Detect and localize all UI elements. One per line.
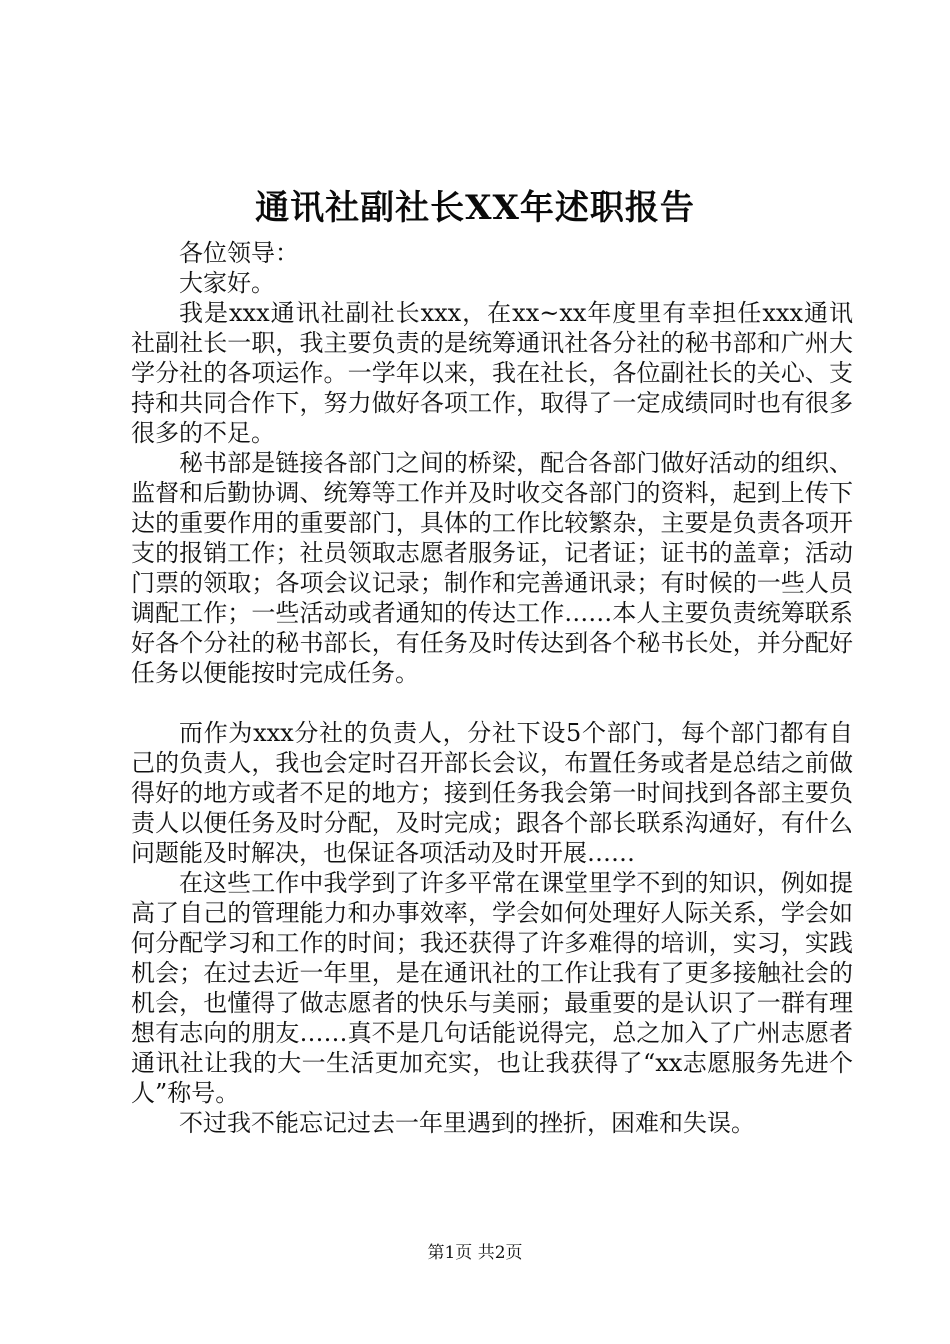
salutation-paragraph: 各位领导：: [179, 239, 299, 267]
intro-paragraph: 我是xxx通讯社副社长xxx，在xx~xx年度里有幸担任xxx通讯社副社长一职，我主要负责的是统筹通讯社各分社的秘书部和广州大学分社的各项运作。一学年以来，我在社长，各位副社长的关心、支持和共同合作下，努力做好各项工作，取得了一定成绩同时也有很多很多的不足。: [131, 299, 853, 447]
document-body: [131, 238, 853, 1138]
branch-paragraph: 而作为xxx分社的负责人，分社下设5个部门，每个部门都有自己的负责人，我也会定时召开部长会议，布置任务或者是总结之前做得好的地方或者不足的地方；接到任务我会第一时间找到各部主要负责人以便任务及时分配，及时完成；跟各个部长联系沟通好，有什么问题能及时解决，也保证各项活动及时开展……: [131, 719, 853, 867]
greeting-paragraph: 大家好。: [179, 269, 275, 297]
document-title: 通讯社副社长XX年述职报告: [255, 188, 695, 228]
learning-paragraph: 在这些工作中我学到了许多平常在课堂里学不到的知识，例如提高了自己的管理能力和办事效率，学会如何处理好人际关系，学会如何分配学习和工作的时间；我还获得了许多难得的培训，实习，实践机会；在过去近一年里，是在通讯社的工作让我有了更多接触社会的机会，也懂得了做志愿者的快乐与美丽；最重要的是认识了一群有理想有志向的朋友……真不是几句话能说得完，总之加入了广州志愿者通讯社让我的大一生活更加充实，也让我获得了“xx志愿服务先进个人”称号。: [131, 869, 853, 1107]
setbacks-paragraph: 不过我不能忘记过去一年里遇到的挫折，困难和失误。: [179, 1109, 755, 1137]
page-number-footer: 第1页 共2页: [427, 1243, 523, 1263]
secretariat-paragraph: 秘书部是链接各部门之间的桥梁，配合各部门做好活动的组织、监督和后勤协调、统筹等工作并及时收交各部门的资料，起到上传下达的重要作用的重要部门，具体的工作比较繁杂，主要是负责各项开支的报销工作；社员领取志愿者服务证，记者证；证书的盖章；活动门票的领取；各项会议记录；制作和完善通讯录；有时候的一些人员调配工作；一些活动或者通知的传达工作……本人主要负责统筹联系好各个分社的秘书部长，有任务及时传达到各个秘书长处，并分配好任务以便能按时完成任务。: [131, 449, 853, 687]
